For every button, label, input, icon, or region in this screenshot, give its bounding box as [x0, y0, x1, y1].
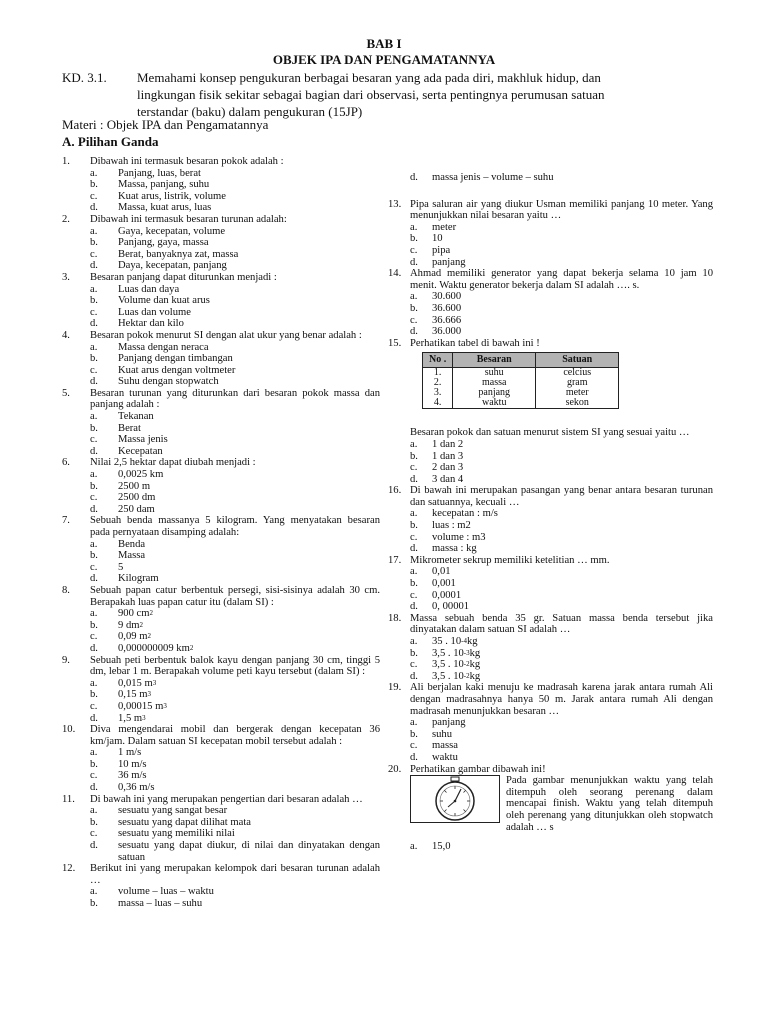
option-a: a. 35 . 10 -4 kg	[410, 636, 478, 647]
question-16: 16. Di bawah ini merupakan pasangan yang benar antara besaran turunan dan satuannya, kecuali …	[388, 485, 713, 508]
question-7: 7. Sebuah benda massanya 5 kilogram. Yang menyatakan besaran pada pernyataan disamping adalah:	[62, 515, 380, 538]
option-d: d. 250 dam	[90, 503, 155, 515]
question-5: 5. Besaran turunan yang diturunkan dari besaran pokok massa dan panjang adalah :	[62, 387, 380, 411]
option-b: b. sesuatu yang dapat dilihat mata	[90, 816, 251, 828]
option-d: d. Suhu dengan stopwatch	[90, 376, 219, 388]
option-c: c. 36 m/s	[90, 770, 147, 782]
option-c: c. pipa	[410, 244, 451, 256]
option-a: a. 30.600	[410, 291, 462, 303]
option-d: d. 0,000000009 km 2	[90, 642, 194, 654]
quantity-table	[422, 352, 619, 409]
option-d: d. waktu	[410, 751, 458, 763]
question-14: 14. Ahmad memiliki generator yang dapat bekerja selama 10 jam 10 menit. Waktu generator bekerja dalam SI adalah …. s.	[388, 268, 713, 291]
option-d: d. 36.000	[410, 326, 462, 338]
option-d: d. Massa, kuat arus, luas	[90, 202, 212, 214]
option-c: c. Kuat arus dengan voltmeter	[90, 364, 236, 376]
table-row: 3. panjang meter	[423, 388, 619, 398]
option-a: a. 1 m/s	[90, 747, 142, 759]
option-c: c. Kuat arus, listrik, volume	[90, 190, 226, 202]
option-d: d. Kecepatan	[90, 445, 163, 457]
question-12: 12. Berikut ini yang merupakan kelompok dari besaran turunan adalah …	[62, 863, 380, 886]
kd-line-2: lingkungan fisik sekitar sebagai bagian dari observasi, serta pentingnya perumusan satuan	[137, 87, 605, 102]
option-a: a. 900 cm 2	[90, 608, 153, 620]
option-c: c. Berat, banyaknya zat, massa	[90, 248, 239, 260]
question-10: 10. Diva mengendarai mobil dan bergerak dengan kecepatan 36 km/jam. Dalam satuan SI kecepatan mobil tersebut adalah :	[62, 724, 380, 747]
table-row: 4. waktu sekon	[423, 398, 619, 409]
option-a: a. 0,0025 km	[90, 469, 164, 481]
option-c: c. massa	[410, 740, 458, 752]
question-4: 4. Besaran pokok menurut SI dengan alat ukur yang benar adalah :	[62, 329, 362, 341]
question-20-description: Pada gambar menunjukkan waktu yang telah ditempuh oleh seorang perenang dalam mencapai finish. Waktu yang telah ditempuh oleh perenang yang ditunjukkan oleh stopwatch adalah … s	[506, 775, 713, 833]
option-a: a. kecepatan : m/s	[410, 508, 498, 520]
option-c: c. volume : m3	[410, 531, 486, 543]
option-d: d. 3 dan 4	[410, 473, 464, 485]
option-d: d. 1,5 m 3	[90, 712, 146, 724]
option-b: b. Panjang dengan timbangan	[90, 353, 233, 365]
right-column	[388, 172, 713, 853]
option-b: b. 0,15 m 3	[90, 689, 151, 701]
option-b: b. luas : m2	[410, 520, 471, 532]
option-b: b. 1 dan 3	[410, 450, 464, 462]
question-15: 15. Perhatikan tabel di bawah ini !	[388, 337, 540, 349]
stopwatch-image	[410, 775, 500, 823]
left-column	[62, 156, 380, 910]
question-15-prompt: Besaran pokok dan satuan menurut sistem SI yang sesuai yaitu …	[410, 427, 690, 439]
section-heading: A. Pilihan Ganda	[62, 134, 159, 149]
option-b: b. Berat	[90, 422, 141, 434]
option-b: b. 10 m/s	[90, 758, 147, 770]
option-b: b. 3,5 . 10 -3 kg	[410, 647, 481, 659]
question-19: 19. Ali berjalan kaki menuju ke madrasah karena jarak antara rumah Ali dengan madrasahnya hanya 50 m. Jarak antara rumah Ali dengan madrasah menunjukkan besaran …	[388, 682, 713, 717]
option-d: d. massa : kg	[410, 543, 477, 555]
table-header: Besaran	[453, 353, 536, 368]
option-a: a. volume – luas – waktu	[90, 886, 214, 898]
option-a: a. panjang	[410, 717, 466, 729]
table-header: Satuan	[536, 353, 619, 368]
option-b: b. massa – luas – suhu	[90, 898, 203, 909]
option-b: b. 9 dm 2	[90, 619, 143, 631]
question-8: 8. Sebuah papan catur berbentuk persegi, sisi-sisinya adalah 30 cm. Berapakah luas papan catur itu (dalam SI) :	[62, 584, 380, 608]
option-c: c. 0,00015 m 3	[90, 700, 167, 712]
option-c: c. sesuatu yang memiliki nilai	[90, 828, 235, 840]
option-b: b. 10	[410, 233, 443, 245]
option-a: a. Tekanan	[90, 411, 154, 423]
option-c: c. 3,5 . 10 -2 kg	[410, 659, 481, 671]
option-c: c. 0,09 m 2	[90, 631, 151, 643]
question-6: 6. Nilai 2,5 hektar dapat diubah menjadi :	[62, 457, 256, 469]
option-d: d. Hektar dan kilo	[90, 318, 184, 330]
kd-block	[62, 69, 712, 120]
table-header: No .	[423, 353, 453, 368]
option-b: b. Panjang, gaya, massa	[90, 237, 209, 249]
option-b: b. Massa	[90, 550, 146, 562]
question-20: 20. Perhatikan gambar dibawah ini!	[388, 763, 546, 775]
kd-line-1: Memahami konsep pengukuran berbagai besaran yang ada pada diri, makhluk hidup, dan	[137, 70, 601, 85]
question-9: 9. Sebuah peti berbentuk balok kayu dengan panjang 30 cm, tinggi 5 dm, lebar 1 m. Berapakah volume peti kayu tersebut (dalam SI) :	[62, 654, 380, 678]
option-d: d. massa jenis – volume – suhu	[410, 172, 554, 183]
chapter-title: OBJEK IPA DAN PENGAMATANNYA	[272, 52, 496, 67]
option-d: d. panjang	[410, 256, 466, 268]
table-header-row	[423, 353, 619, 368]
option-c: c. 36.666	[410, 314, 462, 326]
option-d: d. sesuatu yang dapat diukur, di nilai dan dinyatakan dengan satuan	[90, 840, 380, 863]
materi-label: Materi : Objek IPA dan Pengamatannya	[62, 117, 269, 132]
stopwatch-icon	[411, 776, 499, 822]
option-a: a. 15,0	[410, 841, 451, 853]
option-a: a. 0,015 m 3	[90, 677, 157, 689]
option-a: a. Massa dengan neraca	[90, 341, 209, 353]
question-1: 1. Dibawah ini termasuk besaran pokok adalah :	[62, 156, 284, 167]
option-d: d. Kilogram	[90, 573, 159, 585]
question-18: 18. Massa sebuah benda 35 gr. Satuan massa benda tersebut jika dinyatakan dalam satuan SI adalah …	[388, 612, 713, 636]
option-c: c. 5	[90, 561, 124, 573]
table-row: 1. suhu celcius	[423, 368, 619, 379]
option-a: a. meter	[410, 221, 457, 233]
option-a: a. Luas dan daya	[90, 283, 180, 295]
kd-label: KD. 3.1.	[62, 70, 107, 85]
question-11: 11. Di bawah ini yang merupakan pengertian dari besaran adalah …	[62, 793, 363, 805]
option-a: a. 1 dan 2	[410, 438, 464, 450]
option-b: b. 2500 m	[90, 480, 151, 492]
option-a: a. 0,01	[410, 566, 451, 578]
question-2: 2. Dibawah ini termasuk besaran turunan adalah:	[62, 213, 287, 225]
option-c: c. 0,0001	[410, 589, 462, 601]
option-d: d. 3,5 . 10 -2 kg	[410, 670, 481, 682]
option-b: b. 36.600	[410, 302, 462, 314]
option-c: c. 2500 dm	[90, 492, 156, 504]
option-a: a. sesuatu yang sangat besar	[90, 805, 228, 817]
option-b: b. 0,001	[410, 578, 456, 590]
question-17: 17. Mikrometer sekrup memiliki ketelitian … mm.	[388, 554, 610, 566]
option-b: b. suhu	[410, 728, 453, 740]
question-13: 13. Pipa saluran air yang diukur Usman memiliki panjang 10 meter. Yang menunjukkan nilai besaran yaitu …	[388, 198, 713, 222]
option-d: d. 0, 00001	[410, 601, 470, 613]
question-3: 3. Besaran panjang dapat diturunkan menjadi :	[62, 271, 277, 283]
option-c: c. Massa jenis	[90, 434, 168, 446]
option-a: a. Panjang, luas, berat	[90, 167, 201, 179]
option-a: a. Gaya, kecepatan, volume	[90, 225, 226, 237]
option-a: a. Benda	[90, 538, 146, 550]
table-row: 2. massa gram	[423, 378, 619, 388]
option-b: b. Massa, panjang, suhu	[90, 179, 210, 191]
option-b: b. Volume dan kuat arus	[90, 295, 210, 307]
chapter-label: BAB I	[366, 36, 402, 51]
option-c: c. Luas dan volume	[90, 306, 191, 318]
kd-line-3: terstandar (baku) dalam pengukuran (15JP)	[137, 104, 363, 119]
option-d: d. Daya, kecepatan, panjang	[90, 260, 227, 272]
option-d: d. 0,36 m/s	[90, 782, 155, 794]
option-c: c. 2 dan 3	[410, 462, 464, 474]
